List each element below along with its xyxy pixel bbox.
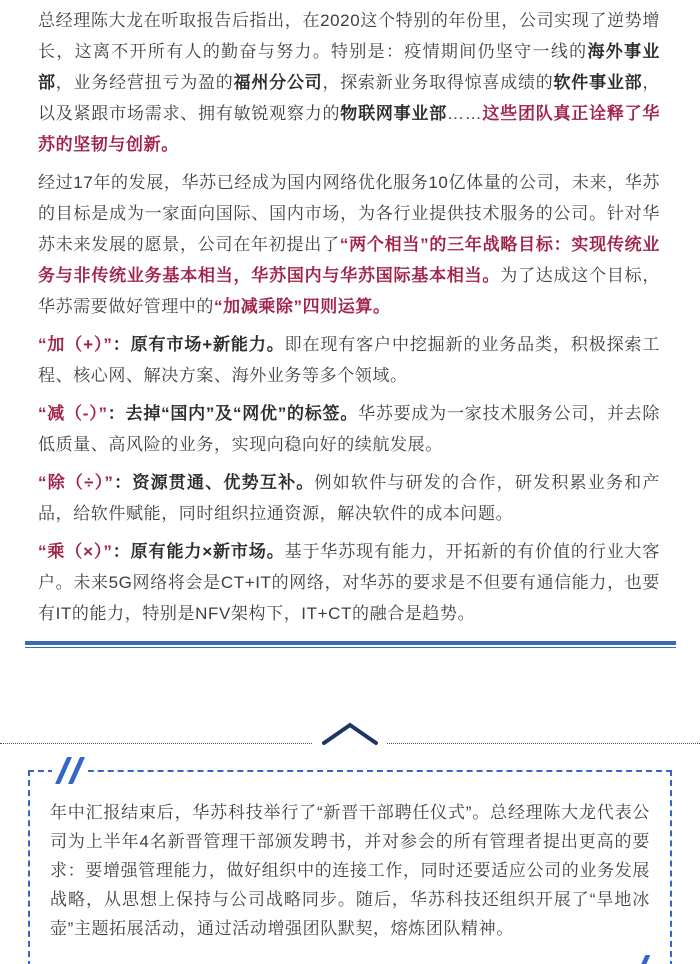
text-run: ： — [112, 542, 131, 561]
text-run: ： — [107, 404, 126, 423]
text-run: …… — [447, 104, 483, 123]
quote-box — [28, 770, 672, 964]
text-run: “除（÷）” — [38, 473, 114, 492]
paragraph-divide — [38, 467, 660, 529]
text-run: 原有市场+新能力。 — [130, 335, 285, 354]
text-run: 原有能力×新市场。 — [130, 542, 285, 561]
text-run: “两个相当”的三年战略目标：实现传统业务与非传统业务基本相当，华苏国内与华苏国际基本相当。 — [38, 235, 660, 285]
text-run: 例如软件与研发的合作，研发积累业务和产品，给软件赋能，同时组织拉通资源，解决软件的成本问题。 — [38, 473, 660, 523]
text-run: “加（+）” — [38, 335, 113, 354]
text-run: 去掉“国内”及“网优”的标签。 — [125, 404, 359, 423]
text-run: 福州分公司 — [233, 73, 323, 92]
text-run: 即在现有客户中挖掘新的业务品类，积极探索工程、核心网、解决方案、海外业务等多个领域。 — [38, 335, 660, 385]
paragraph-2 — [38, 167, 660, 322]
text-run: “乘（×）” — [38, 542, 113, 561]
text-run: 为了达成这个目标，华苏需要做好管理中的 — [38, 266, 660, 316]
text-run: 软件事业部 — [553, 73, 643, 92]
dotted-divider — [0, 743, 700, 744]
text-run: “加减乘除”四则运算。 — [214, 297, 391, 316]
paragraph-subtract — [38, 398, 660, 460]
divider-thick-rule — [25, 641, 676, 645]
divider-thin-rule — [25, 647, 676, 648]
double-slash-icon — [52, 757, 88, 784]
text-run: ，业务经营扭亏为盈的 — [55, 73, 234, 92]
text-run: 物联网事业部 — [340, 104, 447, 123]
text-run: 这些团队真正诠释了华苏的坚韧与创新。 — [38, 104, 661, 154]
text-run: 总经理陈大龙在听取报告后指出，在2020这个特别的年份里，公司实现了逆势增长，这离不开所有人的勤奋与努力。特别是：疫情期间仍坚守一线的 — [38, 11, 660, 61]
text-run: 基于华苏现有能力，开拓新的有价值的行业大客户。未来5G网络将会是CT+IT的网络，对华苏的要求是不但要有通信能力，也要有IT的能力，特别是NFV架构下，IT+CT的融合是趋势。 — [38, 542, 660, 623]
text-run: ，探索新业务取得惊喜成绩的 — [322, 73, 554, 92]
text-run: 海外事业部 — [38, 42, 660, 92]
text-run: 资源贯通、优势互补。 — [132, 473, 315, 492]
slash-icon — [631, 955, 654, 964]
text-run: ，以及紧跟市场需求、拥有敏锐观察力的 — [38, 73, 661, 123]
quote-text: 年中汇报结束后，华苏科技举行了“新晋干部聘任仪式”。总经理陈大龙代表公司为上半年4名新晋管理干部颁发聘书，并对参会的所有管理者提出更高的要求：要增强管理能力，做好组织中的连接工作，同时还要适应公司的业务发展战略，从思想上保持与公司战略同步。随后，华苏科技还组织开展了“旱地冰壶”主题拓展活动，通过活动增强团队默契，熔炼团队精神。 — [50, 803, 650, 938]
paragraph-multiply — [38, 536, 660, 629]
paragraph-1 — [38, 5, 660, 160]
paragraph-add — [38, 329, 660, 391]
chevron-up-icon[interactable] — [313, 722, 387, 745]
text-run: ： — [113, 473, 133, 492]
text-run: 经过17年的发展，华苏已经成为国内网络优化服务10亿体量的公司，未来，华苏的目标是成为一家面向国际、国内市场，为各行业提供技术服务的公司。针对华苏未来发展的愿景，公司在年初提出了 — [38, 173, 660, 254]
text-run: 华苏要成为一家技术服务公司，并去除低质量、高风险的业务，实现向稳向好的续航发展。 — [38, 404, 661, 454]
text-run: “减（-）” — [38, 404, 108, 423]
text-run: ： — [112, 335, 131, 354]
section-divider — [25, 641, 676, 648]
